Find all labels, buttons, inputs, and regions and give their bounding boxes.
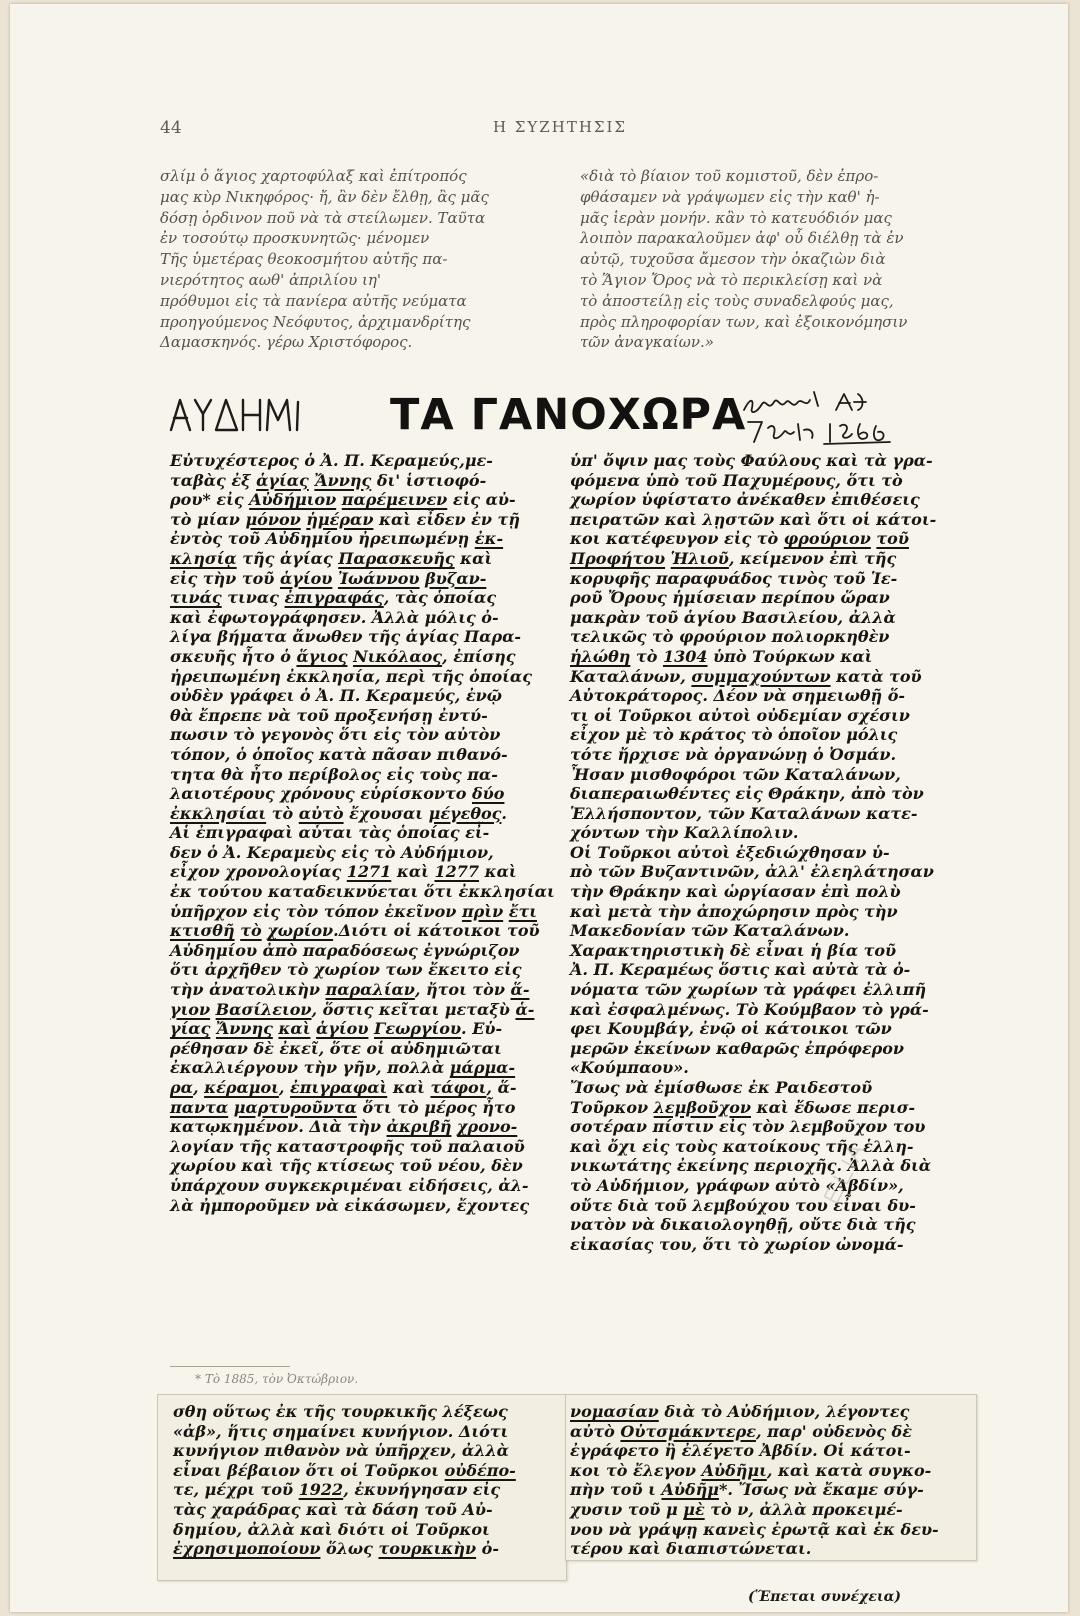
text-line: καὶ ἐσφαλμένως. Τὸ Κούμβαον τὸ γρά-	[570, 999, 929, 1019]
text-line: ρα, κέραμοι, ἐπιγραφαὶ καὶ τάφοι, ἅ-	[170, 1078, 517, 1097]
handwritten-margin-word	[168, 396, 318, 438]
text-line: λοιπὸν παρακαλοῦμεν ἀφ' οὗ διέλθῃ τὰ ἐν	[580, 229, 904, 248]
text-line: κορυφῆς παραφυάδος τινὸς τοῦ Ἱε-	[570, 568, 898, 588]
text-line: χόντων τὴν Καλλίπολιν.	[570, 823, 799, 843]
text-line: Καταλάνων, συμμαχούντων κατὰ τοῦ	[570, 666, 922, 686]
text-line: ὑπ' ὄψιν μας τοὺς Φαύλους καὶ τὰ γρα-	[570, 451, 933, 470]
text-line: Τοῦρκον λεμβοῦχον καὶ ἔδωσε περισ-	[570, 1097, 916, 1117]
text-line: «διὰ τὸ βίαιον τοῦ κομιστοῦ, δὲν ἐπρο-	[580, 167, 879, 185]
text-line: αὐτῷ, τυχοῦσα ἄμεσον τὴν ὀκαζιὼν διὰ	[580, 250, 886, 269]
text-line: τὴν ἀνατολικὴν παραλίαν, ἤτοι τὸν ἅ-	[170, 980, 530, 1000]
text-line: Τῆς ὑμετέρας θεοκοσμήτου αὐτῆς πα-	[160, 250, 448, 269]
text-line: δεν ὁ Ἀ. Κεραμεὺς εἰς τὸ Αὐδήμιον,	[170, 842, 494, 862]
text-line: τὸ μίαν μόνον ἡμέραν καὶ εἶδεν ἐν τῇ	[170, 509, 520, 529]
text-line: τελικῶς τὸ φρούριον πολιορκηθὲν	[570, 627, 890, 647]
previous-article-right-column	[580, 166, 975, 353]
text-line: ὑπῆρχον εἰς τὸν τόπον ἐκεῖνον πρὶν ἔτι	[170, 901, 537, 921]
text-line: λίγα βήματα ἄνωθεν τῆς ἁγίας Παρα-	[170, 627, 522, 647]
text-line: δημίου, ἀλλὰ καὶ διότι οἱ Τοῦρκοι	[173, 1519, 490, 1539]
article-column-1	[170, 451, 555, 1215]
text-line: ἐκκλησίαι τὸ αὐτὸ ἔχουσαι μέγεθος.	[170, 803, 507, 823]
text-line: πωσιν τὸ γεγονὸς ὅτι εἰς τὸν αὐτὸν	[170, 725, 501, 745]
text-line: τὸ ἀποστείλῃ εἰς τοὺς συναδελφούς μας,	[580, 291, 894, 310]
text-line: ἠρειπωμένη ἐκκλησία, περὶ τῆς ὁποίας	[170, 666, 532, 686]
text-line: τὸ Ἅγιον Ὄρος νὰ τὸ περικλείσῃ καὶ νὰ	[580, 270, 883, 289]
text-line: νατὸν νὰ δικαιολογηθῇ, οὔτε διὰ τῆς	[570, 1215, 916, 1235]
running-title: Η ΣΥΖΗΤΗΣΙΣ	[492, 118, 628, 136]
previous-article-left-column	[160, 166, 555, 353]
text-line: λὰ ἠμποροῦμεν νὰ εἰκάσωμεν, ἔχοντες	[170, 1195, 530, 1215]
text-line: Αὐτοκράτορος. Δέον νὰ σημειωθῇ ὅ-	[570, 686, 906, 706]
text-line: πὴν τοῦ ι Αὐδῆμ*. Ἴσως νὰ ἔκαμε σύγ-	[570, 1480, 924, 1500]
text-line: πρόθυμοι εἰς τὰ πανίερα αὐτῆς νεύματα	[160, 291, 467, 310]
text-line: ταβὰς ἐξ ἁγίας Ἄννης δι' ἱστιοφό-	[170, 470, 487, 490]
text-line: κοι τὸ ἔλεγον Αὐδῆμι, καὶ κατὰ συγκο-	[570, 1460, 932, 1480]
text-line: διαπεραιωθέντες εἰς Θράκην, ἀπὸ τὸν	[570, 784, 924, 804]
continued-note: (Ἕπεται συνέχεια)	[748, 1589, 902, 1605]
text-line: τόπον, ὁ ὁποῖος κατὰ πᾶσαν πιθανό-	[170, 744, 508, 764]
text-line: τῶν ἀναγκαίων.»	[580, 333, 714, 352]
text-line: κυνήγιον πιθανὸν νὰ ὑπῆρχεν, ἀλλὰ	[173, 1441, 509, 1461]
text-line: δόσῃ ὁρδινον ποῦ νὰ τὰ στείλωμεν. Ταῦτα	[160, 208, 486, 227]
text-line: λογίαν τῆς καταστροφῆς τοῦ παλαιοῦ	[170, 1136, 525, 1156]
text-line: πειρατῶν καὶ λῃστῶν καὶ ὅτι οἱ κάτοι-	[570, 509, 937, 529]
text-line: νικωτάτης ἐκείνης περιοχῆς. Ἀλλὰ διὰ	[570, 1156, 932, 1176]
text-line: Ἴσως νὰ ἐμίσθωσε ἐκ Ραιδεστοῦ	[570, 1078, 873, 1097]
text-line: μας κὺρ Νικηφόρος· ἤ, ἂν δὲν ἔλθῃ, ἂς μᾶς	[160, 187, 489, 206]
text-line: ἐκαλλιέργουν τὴν γῆν, πολλὰ μάρμα-	[170, 1058, 516, 1078]
article-column-1-continued	[173, 1402, 558, 1559]
text-line: Μακεδονίαν τῶν Καταλάνων.	[570, 921, 850, 941]
article-column-2-continued	[570, 1402, 965, 1559]
text-line: Ἦσαν μισθοφόροι τῶν Καταλάνων,	[570, 764, 901, 784]
text-line: Δαμασκηνός. γέρω Χριστόφορος.	[160, 333, 413, 352]
text-line: φθάσαμεν νὰ γράψωμεν εἰς τὴν καθ' ἡ-	[580, 187, 880, 206]
text-line: κλησίᾳ τῆς ἁγίας Παρασκευῆς καὶ	[170, 548, 493, 568]
text-line: τε, μέχρι τοῦ 1922, ἐκυνήγησαν εἰς	[173, 1480, 501, 1500]
text-line: γιον Βασίλειον, ὅστις κεῖται μεταξὺ ἁ-	[170, 999, 535, 1019]
footnote-rule	[170, 1366, 290, 1367]
text-line: κτισθῆ τὸ χωρίον.Διότι οἱ κάτοικοι τοῦ	[170, 921, 540, 941]
text-line: ἐγράφετο ἢ ἐλέγετο Ἀβδίν. Οἱ κάτοι-	[570, 1441, 911, 1461]
text-line: εἶχον μὲ τὸ κράτος τὸ ὁποῖον μόλις	[570, 725, 898, 745]
page-number: 44	[160, 118, 182, 138]
text-line: τὰς χαράδρας καὶ τὰ δάση τοῦ Αὐ-	[173, 1499, 493, 1519]
text-line: Ἀ. Π. Κεραμέως ὅστις καὶ αὐτὰ τὰ ὀ-	[570, 960, 911, 980]
scanned-page	[10, 4, 1068, 1612]
text-line: ρου* εἰς Αὐδήμιον παρέμεινεν εἰς αὐ-	[170, 490, 516, 510]
text-line: τητα θὰ ἦτο περίβολος εἰς τοὺς πα-	[170, 764, 498, 784]
text-line: τὴν Θράκην καὶ ὡργίασαν ἐπὶ πολὺ	[570, 882, 901, 902]
text-line: «ἀβ», ἥτις σημαίνει κυνήγιον. Διότι	[173, 1421, 509, 1441]
text-line: πρὸς πληροφορίαν των, καὶ ἐξοικονόμησιν	[580, 312, 908, 331]
text-line: «Κούμπαου».	[570, 1058, 689, 1078]
text-line: εἶχον χρονολογίας 1271 καὶ 1277 καὶ	[170, 862, 517, 882]
text-line: νου νὰ γράψῃ κανεὶς ἐρωτᾷ καὶ ἐκ δευ-	[570, 1519, 939, 1539]
text-line: Αὐδημίου ἀπὸ παραδόσεως ἐγνώριζον	[170, 940, 520, 960]
text-line: εἰκασίας του, ὅτι τὸ χωρίον ὠνομά-	[570, 1234, 904, 1254]
article-headline: ΤΑ ΓΑΝΟΧΩΡΑ	[390, 390, 747, 440]
text-line: κοι κατέφευγον εἰς τὸ φρούριον τοῦ	[570, 529, 909, 549]
text-line: χωρίον ὑφίστατο ἀνέκαθεν ἐπιθέσεις	[570, 490, 920, 510]
text-line: παντα μαρτυροῦντα ὅτι τὸ μέρος ἦτο	[170, 1097, 516, 1117]
text-line: θὰ ἔπρεπε νὰ τοῦ προξενήσῃ ἐντύ-	[170, 705, 488, 725]
handwritten-date-note	[740, 388, 910, 452]
footnote: * Τὸ 1885, τὸν Ὀκτώβριον.	[195, 1372, 359, 1386]
text-line: ἐντὸς τοῦ Αὐδημίου ἠρειπωμένῃ ἐκ-	[170, 529, 504, 549]
text-line: εἰς τὴν τοῦ ἁγίου Ἰωάννου βυζαν-	[170, 568, 487, 588]
text-line: οὐδὲν γράφει ὁ Ἀ. Π. Κεραμεύς, ἐνῷ	[170, 686, 502, 706]
text-line: τὸ Αὐδήμιον, γράφων αὐτὸ «Ἀβδίν»,	[570, 1175, 904, 1195]
text-line: καὶ μετὰ τὴν ἀποχώρησιν πρὸς τὴν	[570, 901, 898, 921]
text-line: Ἑλλήσποντον, τῶν Καταλάνων κατε-	[570, 803, 918, 823]
text-line: πὸ τῶν Βυζαντινῶν, ἀλλ' ἐλεηλάτησαν	[570, 862, 934, 882]
text-line: ρέθησαν δὲ ἐκεῖ, ὅτε οἱ αὐδημιῶται	[170, 1038, 502, 1058]
text-line: σκευῆς ἦτο ὁ ἅγιος Νικόλαος, ἐπίσης	[170, 646, 516, 666]
text-line: Αἱ ἐπιγραφαὶ αὗται τὰς ὁποίας εἶ-	[170, 823, 490, 843]
text-line: μᾶς ἱερὰν μονήν. κἂν τὸ κατευόδιόν μας	[580, 208, 892, 227]
text-line: τινάς τινας ἐπιγραφάς, τὰς ὁποίας	[170, 588, 497, 608]
text-line: ἐν τοσούτῳ προσκυνητῶς· μένομεν	[160, 229, 430, 248]
text-line: τότε ἤρχισε νὰ ὀργανώνῃ ὁ Ὀσμάν.	[570, 744, 897, 764]
text-line: ἐκ τούτου καταδεικνύεται ὅτι ἐκκλησίαι	[170, 882, 555, 902]
text-line: Οἱ Τοῦρκοι αὐτοὶ ἐξεδιώχθησαν ὑ-	[570, 842, 890, 862]
text-line: σθη οὕτως ἐκ τῆς τουρκικῆς λέξεως	[173, 1402, 508, 1421]
text-line: φόμενα ὑπὸ τοῦ Παχυμέρους, ὅτι τὸ	[570, 470, 903, 490]
text-line: νομασίαν διὰ τὸ Αὐδήμιον, λέγοντες	[570, 1402, 910, 1421]
text-line: γίας Ἄννης καὶ ἁγίου Γεωργίου. Εὑ-	[170, 1019, 503, 1039]
text-line: χωρίου καὶ τῆς κτίσεως τοῦ νέου, δὲν	[170, 1156, 523, 1176]
text-line: κατῳκημένον. Διὰ τὴν ἀκριβῆ χρονο-	[170, 1117, 518, 1137]
text-line: ὑπάρχουν συγκεκριμέναι εἰδήσεις, ἀλ-	[170, 1175, 529, 1195]
text-line: αὐτὸ Οὐτσμάκντερε, παρ' οὐδενὸς δὲ	[570, 1421, 912, 1441]
text-line: καὶ ἐφωτογράφησεν. Ἀλλὰ μόλις ὀ-	[170, 607, 499, 627]
text-line: Προφήτου Ἡλιοῦ, κείμενον ἐπὶ τῆς	[570, 548, 897, 568]
text-line: λαιοτέρους χρόνους εὑρίσκοντο δύο	[170, 784, 505, 804]
text-line: χυσιν τοῦ μ μὲ τὸ ν, ἀλλὰ προκειμέ-	[570, 1499, 903, 1519]
text-line: ὅτι ἀρχῆθεν τὸ χωρίον των ἔκειτο εἰς	[170, 960, 522, 980]
text-line: μερῶν ἐκείνων καθαρῶς ἐπρόφερον	[570, 1038, 905, 1058]
text-line: προηγούμενος Νεόφυτος, ἀρχιμανδρίτης	[160, 312, 471, 331]
text-line: σοτέραν πίστιν εἰς τὸν λεμβοῦχον του	[570, 1117, 926, 1137]
text-line: τι οἱ Τοῦρκοι αὐτοὶ οὐδεμίαν σχέσιν	[570, 705, 910, 725]
library-stamp	[795, 1044, 905, 1278]
text-line: νιερότητος αωθ' ἀπριλίου ιη'	[160, 270, 381, 289]
text-line: φει Κουμβάγ, ἐνῷ οἱ κάτοικοι τῶν	[570, 1019, 892, 1039]
text-line: καὶ ὄχι εἰς τοὺς κατοίκους τῆς ἑλλη-	[570, 1136, 914, 1156]
text-line: ἡλώθη τὸ 1304 ὑπὸ Τούρκων καὶ	[570, 646, 873, 666]
text-line: Χαρακτηριστικὴ δὲ εἶναι ἡ βία τοῦ	[570, 940, 897, 960]
text-line: ροῦ Ὄρους ἡμίσειαν περίπου ὥραν	[570, 588, 890, 608]
text-line: ἐχρησιμοποίουν ὅλως τουρκικὴν ὀ-	[173, 1539, 499, 1559]
text-line: σλίμ ὁ ἅγιος χαρτοφύλαξ καὶ ἐπίτροπός	[160, 167, 467, 185]
text-line: νόματα τῶν χωρίων τὰ γράφει ἐλλιπῆ	[570, 980, 927, 1000]
text-line: τέρου καὶ διαπιστώνεται.	[570, 1539, 812, 1559]
text-line: οὔτε διὰ τοῦ λεμβούχου του εἶναι δυ-	[570, 1195, 916, 1215]
text-line: Εὐτυχέστερος ὁ Ἀ. Π. Κεραμεύς,με-	[170, 451, 493, 470]
text-line: εἶναι βέβαιον ὅτι οἱ Τοῦρκοι οὐδέπο-	[173, 1460, 516, 1480]
text-line: μακρὰν τοῦ ἁγίου Βασιλείου, ἀλλὰ	[570, 607, 896, 627]
